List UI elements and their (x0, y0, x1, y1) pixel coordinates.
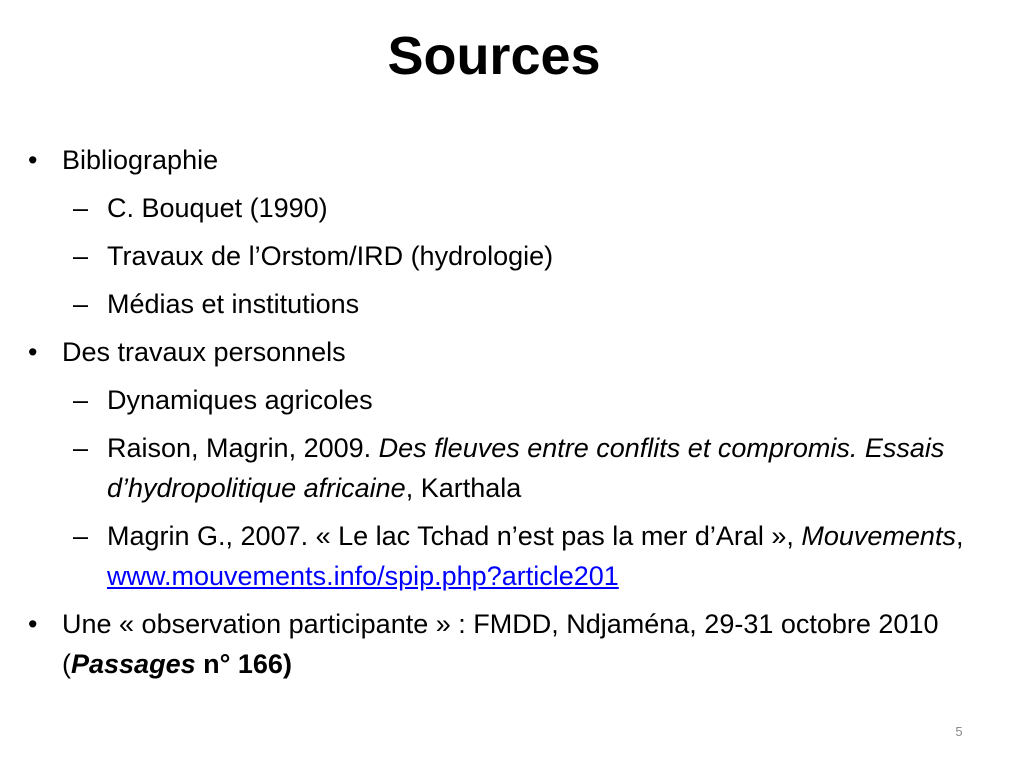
slide-number: 5 (955, 724, 963, 739)
dash-marker: – (73, 289, 89, 319)
sub-bullet-text: Dynamiques agricoles (107, 385, 373, 415)
sub-bullet-medias (28, 284, 988, 324)
citation-publisher: , Karthala (405, 473, 522, 503)
bullet-text: Bibliographie (62, 145, 219, 175)
dash-marker: – (73, 521, 89, 551)
citation-authors: Magrin G., 2007. « Le lac Tchad n’est pas la mer d’Aral », (107, 521, 802, 551)
dash-marker: – (73, 385, 89, 415)
sub-bullet-raison-magrin (28, 428, 988, 508)
sub-bullet-magrin (28, 516, 988, 596)
slide-title: Sources (387, 26, 601, 86)
citation-separator: , (955, 521, 964, 551)
citation-authors: Raison, Magrin, 2009. (107, 433, 379, 463)
citation-journal: Passages (71, 649, 196, 679)
citation-issue: n° 166) (195, 649, 292, 679)
sub-bullet-orstom (28, 236, 988, 276)
sub-bullet-text: Travaux de l’Orstom/IRD (hydrologie) (107, 241, 554, 271)
bullet-marker: • (28, 609, 38, 639)
bullet-bibliographie (28, 140, 988, 180)
sub-bullet-bouquet (28, 188, 988, 228)
dash-marker: – (73, 241, 89, 271)
citation-journal: Mouvements (801, 521, 956, 551)
bullet-observation (28, 604, 988, 684)
sub-bullet-text: Médias et institutions (107, 289, 360, 319)
article-link[interactable]: www.mouvements.info/spip.php?article201 (107, 561, 619, 591)
slide-body (28, 140, 988, 692)
citation-book-title: Des fleuves entre conflits et compromis. Essais d’hydropolitique africaine (107, 433, 945, 503)
bullet-travaux-personnels (28, 332, 988, 372)
sub-bullet-text: C. Bouquet (1990) (107, 193, 328, 223)
bullet-marker: • (28, 337, 38, 367)
bullet-text: Des travaux personnels (62, 337, 346, 367)
bullet-marker: • (28, 145, 38, 175)
sub-bullet-dynamiques (28, 380, 988, 420)
bullet-text: Une « observation participante » : FMDD, Ndjaména, 29-31 octobre 2010 ( (62, 609, 939, 679)
dash-marker: – (73, 433, 89, 463)
dash-marker: – (73, 193, 89, 223)
